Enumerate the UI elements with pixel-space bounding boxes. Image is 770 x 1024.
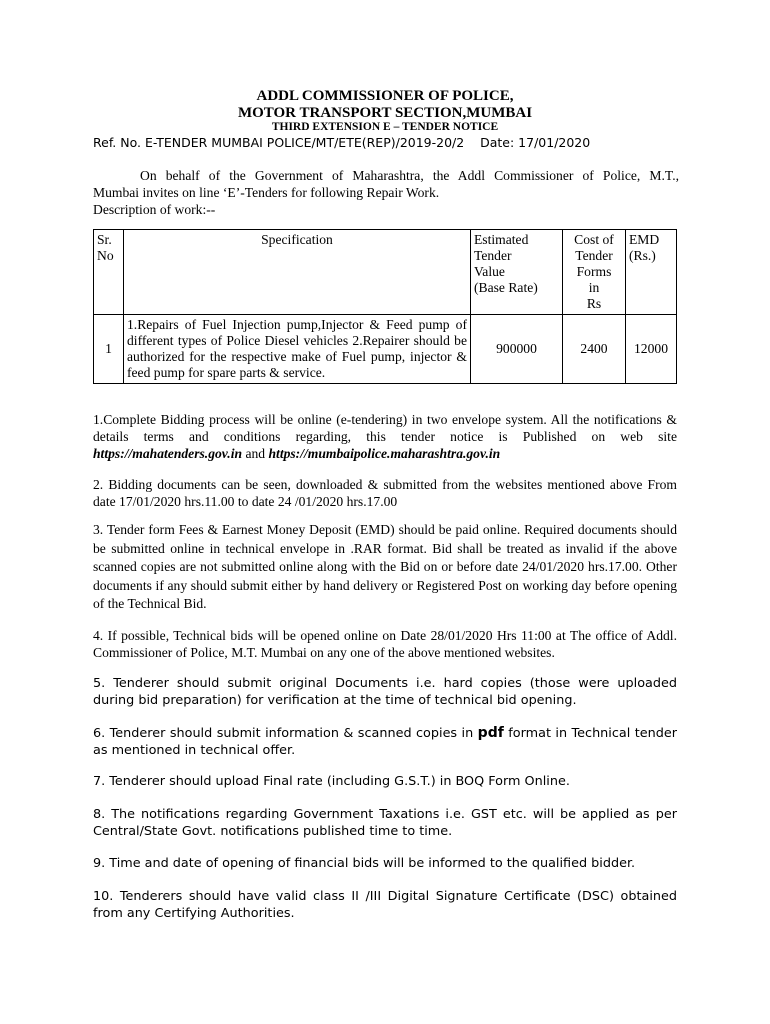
- heading-office: ADDL COMMISSIONER OF POLICE,: [256, 88, 514, 104]
- paragraph-4: 4. If possible, Technical bids will be opened online on Date 28/01/2020 Hrs 11:00 at The office of Addl. Commissioner of Police, M.T. Mumbai on any one of the above mentioned websites.: [93, 628, 677, 660]
- header-est-line: Tender: [474, 248, 512, 263]
- header-specification: Specification: [124, 230, 471, 315]
- header-cost-line: Tender: [575, 248, 613, 263]
- header-cost-line: Cost of: [574, 232, 614, 247]
- tender-table: [93, 229, 677, 384]
- header-emd-line: EMD: [629, 232, 660, 247]
- cell-cost-of-forms: 2400: [563, 315, 626, 384]
- intro-line-2: Mumbai invites on line ‘E’-Tenders for following Repair Work.: [93, 185, 440, 200]
- paragraph-7: 7. Tenderer should upload Final rate (including G.S.T.) in BOQ Form Online.: [93, 774, 570, 789]
- header-estimated-value: [471, 230, 563, 315]
- paragraph-2: 2. Bidding documents can be seen, downloaded & submitted from the websites mentioned above From date 17/01/2020 hrs.11.00 to date 24 /01/2020 hrs.17.00: [93, 477, 677, 509]
- website-link-mumbaipolice[interactable]: https://mumbaipolice.maharashtra.gov.in: [268, 446, 501, 461]
- header-sr-no: [94, 230, 124, 315]
- intro-text: [93, 167, 679, 218]
- intro-line-1: On behalf of the Government of Maharashtra, the Addl Commissioner of Police, M.T.,: [140, 168, 679, 183]
- website-link-mahatenders[interactable]: https://mahatenders.gov.in: [93, 446, 243, 461]
- cell-estimated-value: 900000: [471, 315, 563, 384]
- header-cost-of-forms: [563, 230, 626, 315]
- header-emd: [626, 230, 677, 315]
- header-emd-line: (Rs.): [629, 248, 656, 263]
- paragraph-3: 3. Tender form Fees & Earnest Money Deposit (EMD) should be paid online. Required documents should be submitted online in technical envelope in .RAR format. Bid shall be treated as invalid if the above scanned copies are not submitted online along with the Bid on or before date 24/01/2020 hrs.17.00. Other documents if any should submit either by hand delivery or Registered Post on working day before opening of the Technical Bid.: [93, 522, 677, 611]
- p1-text: 1.Complete Bidding process will be online (e-tendering) in two envelope system. All the notifications & details terms and conditions regarding, this tender notice is Published on web site: [93, 412, 677, 444]
- header-est-line: Value: [474, 264, 505, 279]
- heading-notice-title: THIRD EXTENSION E – TENDER NOTICE: [271, 121, 499, 133]
- header-sr-line: No: [97, 248, 114, 263]
- paragraph-8: 8. The notifications regarding Government Taxations i.e. GST etc. will be applied as per Central/State Govt. notifications published time to time.: [93, 807, 677, 839]
- cell-sr-no: 1: [94, 315, 124, 384]
- header-est-line: (Base Rate): [474, 280, 538, 295]
- p1-and: and: [242, 446, 269, 461]
- paragraph-10: 10. Tenderers should have valid class II /III Digital Signature Certificate (DSC) obtained from any Certifying Authorities.: [93, 889, 677, 921]
- paragraph-5: 5. Tenderer should submit original Documents i.e. hard copies (those were uploaded during bid preparation) for verification at the time of technical bid opening.: [93, 676, 677, 708]
- intro-line-3: Description of work:--: [93, 202, 216, 217]
- header-cost-line: Rs: [586, 296, 602, 311]
- cell-specification: 1.Repairs of Fuel Injection pump,Injector & Feed pump of different types of Police Diesel vehicles 2.Repairer should be authorized for the respective make of Fuel pump, injector & feed pump for spare parts & service.: [124, 315, 471, 384]
- paragraph-6: [93, 725, 677, 759]
- header-est-line: Estimated: [474, 232, 529, 247]
- cell-emd: 12000: [626, 315, 677, 384]
- header-cost-line: in: [588, 280, 600, 295]
- header-cost-line: Forms: [576, 264, 612, 279]
- reference-number: Ref. No. E-TENDER MUMBAI POLICE/MT/ETE(REP)/2019-20/2 Date: 17/01/2020: [93, 135, 591, 150]
- header-sr-line: Sr.: [97, 232, 112, 247]
- p6-text-a: 6. Tenderer should submit information & scanned copies in: [93, 726, 478, 741]
- table-header-row: [94, 230, 677, 315]
- p6-pdf: pdf: [477, 725, 504, 741]
- paragraph-1: [93, 411, 677, 462]
- table-row: [94, 315, 677, 384]
- paragraph-9: 9. Time and date of opening of financial bids will be informed to the qualified bidder.: [93, 856, 636, 871]
- heading-section: MOTOR TRANSPORT SECTION,MUMBAI: [237, 105, 533, 121]
- p6-text-b: format in Technical tender as mentioned in technical offer.: [93, 726, 677, 758]
